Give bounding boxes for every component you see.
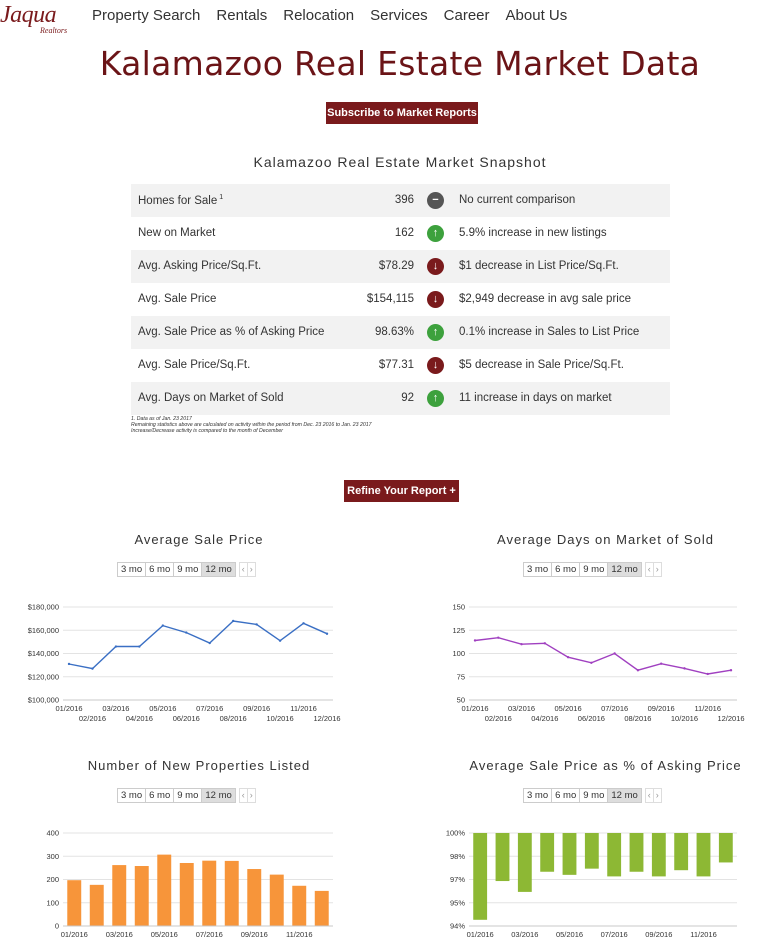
x-tick-label: 09/2016 (240, 930, 268, 939)
x-tick-label: 07/2016 (196, 704, 224, 713)
arrow-up-icon: ↑ (427, 225, 444, 242)
footnote-3: Increase/Decrease activity is compared to the month of December (131, 428, 283, 434)
bar[interactable] (585, 833, 599, 869)
range-prev-button[interactable]: ‹ (645, 562, 654, 577)
data-point[interactable] (232, 620, 234, 622)
logo-text: Jaqua (0, 2, 57, 28)
y-tick-label: 100 (452, 649, 465, 658)
bar[interactable] (180, 863, 194, 926)
series-line (69, 621, 327, 669)
snapshot-row-comparison: No current comparison (459, 194, 576, 206)
snapshot-footnotes (131, 416, 372, 434)
x-tick-label: 06/2016 (577, 714, 605, 723)
range-button-6mo[interactable]: 6 mo (551, 788, 580, 803)
data-point[interactable] (520, 643, 522, 645)
y-tick-label: 94% (449, 921, 465, 931)
sale-to-asking-chart (419, 823, 757, 952)
y-tick-label: $180,000 (27, 602, 59, 612)
footnote-2: Remaining statistics above are calculated on activity within the period from Dec. 23 2016 to Jan. 23 2017 (131, 422, 372, 428)
data-point[interactable] (255, 623, 257, 625)
logo-subtext: Realtors (40, 26, 68, 35)
series-line (475, 638, 731, 674)
bar[interactable] (135, 866, 149, 926)
x-tick-label: 03/2016 (105, 930, 133, 939)
avg-days-on-market-chart-title: Average Days on Market of Sold (497, 532, 714, 547)
range-prev-button[interactable]: ‹ (239, 562, 248, 577)
snapshot-row-label: Avg. Asking Price/Sq.Ft. (138, 260, 262, 272)
x-tick-label: 12/2016 (717, 714, 745, 723)
x-tick-label: 07/2016 (600, 930, 628, 939)
snapshot-title: Kalamazoo Real Estate Market Snapshot (253, 154, 547, 170)
new-properties-listed-chart-title: Number of New Properties Listed (87, 758, 311, 773)
snapshot-row (131, 184, 670, 217)
data-point[interactable] (660, 663, 662, 665)
data-point[interactable] (613, 652, 615, 654)
data-point[interactable] (138, 645, 140, 647)
bar[interactable] (697, 833, 711, 876)
avg-days-on-market-chart (419, 597, 757, 726)
y-tick-label: 0 (54, 921, 59, 931)
range-button-9mo[interactable]: 9 mo (579, 788, 608, 803)
x-tick-label: 03/2016 (511, 930, 539, 939)
range-prev-button[interactable]: ‹ (645, 788, 654, 803)
x-tick-label: 10/2016 (266, 714, 294, 723)
snapshot-row-value: $78.29 (378, 260, 414, 272)
data-point[interactable] (302, 622, 304, 624)
range-button-12mo[interactable]: 12 mo (607, 788, 641, 803)
bar[interactable] (674, 833, 688, 870)
data-point[interactable] (91, 667, 93, 669)
range-button-12mo[interactable]: 12 mo (201, 788, 235, 803)
data-point[interactable] (497, 636, 499, 638)
minus-icon: − (427, 192, 444, 209)
snapshot-row-label: Avg. Sale Price (138, 293, 217, 305)
bar[interactable] (247, 869, 261, 926)
data-point[interactable] (279, 640, 281, 642)
x-tick-label: 04/2016 (531, 714, 559, 723)
range-button-3mo[interactable]: 3 mo (523, 562, 552, 577)
snapshot-row-value: 396 (394, 194, 414, 206)
range-button-9mo[interactable]: 9 mo (173, 562, 202, 577)
arrow-up-icon: ↑ (427, 324, 444, 341)
bar[interactable] (67, 880, 81, 926)
data-point[interactable] (474, 639, 476, 641)
arrow-up-icon: ↑ (427, 390, 444, 407)
data-point[interactable] (185, 631, 187, 633)
range-next-button[interactable]: › (247, 788, 256, 803)
y-tick-label: 95% (449, 898, 465, 908)
footnote-marker: 1 (217, 194, 224, 201)
x-tick-label: 12/2016 (313, 714, 341, 723)
x-tick-label: 11/2016 (290, 704, 317, 713)
bar[interactable] (496, 833, 510, 881)
snapshot-row-label: Avg. Sale Price as % of Asking Price (138, 326, 325, 338)
jaqua-logo[interactable] (0, 2, 76, 36)
sale-to-asking-chart-title: Average Sale Price as % of Asking Price (469, 758, 742, 773)
bar[interactable] (157, 855, 171, 926)
snapshot-row-label: Avg. Sale Price/Sq.Ft. (138, 359, 251, 371)
bar[interactable] (225, 861, 239, 926)
y-tick-label: $160,000 (27, 625, 59, 635)
bar[interactable] (540, 833, 554, 872)
x-tick-label: 01/2016 (55, 704, 83, 713)
snapshot-row-value: 162 (394, 227, 414, 239)
x-tick-label: 01/2016 (60, 930, 88, 939)
range-next-button[interactable]: › (653, 788, 662, 803)
range-next-button[interactable]: › (247, 562, 256, 577)
snapshot-row-label: Avg. Days on Market of Sold (138, 392, 284, 404)
y-tick-label: 150 (452, 602, 465, 612)
nav-about-us[interactable]: About Us (505, 7, 568, 24)
nav-relocation[interactable]: Relocation (283, 7, 355, 24)
bar[interactable] (473, 833, 487, 920)
data-point[interactable] (683, 667, 685, 669)
x-tick-label: 02/2016 (484, 714, 512, 723)
y-tick-label: 75 (456, 672, 465, 682)
data-point[interactable] (115, 645, 117, 647)
y-tick-label: 300 (46, 851, 59, 861)
bar[interactable] (563, 833, 577, 875)
range-prev-button[interactable]: ‹ (239, 788, 248, 803)
data-point[interactable] (590, 662, 592, 664)
x-tick-label: 03/2016 (102, 704, 130, 713)
range-selector (523, 562, 662, 577)
data-point[interactable] (707, 673, 709, 675)
snapshot-row (131, 283, 670, 316)
new-properties-listed-chart (13, 823, 353, 952)
range-button-12mo[interactable]: 12 mo (607, 562, 641, 577)
x-tick-label: 03/2016 (507, 704, 536, 713)
snapshot-row-value: 98.63% (374, 326, 414, 338)
bar[interactable] (292, 886, 306, 926)
x-tick-label: 11/2016 (690, 930, 717, 939)
data-point[interactable] (162, 624, 164, 626)
data-point[interactable] (730, 669, 732, 671)
range-selector (117, 788, 256, 803)
y-tick-label: 50 (456, 695, 465, 705)
x-tick-label: 11/2016 (285, 930, 313, 939)
snapshot-row (131, 217, 670, 250)
y-tick-label: 200 (46, 875, 59, 884)
snapshot-row (131, 250, 670, 283)
arrow-down-icon: ↓ (427, 258, 444, 275)
bar[interactable] (270, 875, 284, 926)
subscribe-button[interactable]: Subscribe to Market Reports (326, 102, 478, 124)
snapshot-row-value: 92 (401, 392, 414, 404)
x-tick-label: 10/2016 (670, 714, 699, 723)
x-tick-label: 02/2016 (78, 714, 107, 723)
arrow-down-icon: ↓ (427, 291, 444, 308)
data-point[interactable] (544, 642, 546, 644)
x-tick-label: 07/2016 (601, 704, 629, 713)
y-tick-label: 100 (46, 898, 59, 908)
bar[interactable] (719, 833, 733, 862)
range-button-3mo[interactable]: 3 mo (117, 562, 146, 577)
arrow-down-icon: ↓ (427, 357, 444, 374)
data-point[interactable] (68, 663, 70, 665)
nav-property-search[interactable]: Property Search (92, 7, 201, 24)
snapshot-row (131, 316, 670, 349)
data-point[interactable] (326, 633, 328, 635)
snapshot-row-comparison: 5.9% increase in new listings (459, 227, 607, 239)
range-button-12mo[interactable]: 12 mo (201, 562, 235, 577)
range-button-6mo[interactable]: 6 mo (145, 788, 174, 803)
x-tick-label: 11/2016 (694, 704, 722, 713)
range-button-9mo[interactable]: 9 mo (579, 562, 608, 577)
bar[interactable] (202, 861, 216, 926)
nav-services[interactable]: Services (370, 7, 428, 24)
top-navigation (0, 0, 773, 36)
snapshot-table (131, 184, 670, 415)
y-tick-label: 125 (452, 625, 465, 635)
x-tick-label: 05/2016 (555, 930, 584, 939)
x-tick-label: 09/2016 (645, 930, 673, 939)
avg-sale-price-chart (13, 597, 353, 726)
x-tick-label: 05/2016 (150, 930, 178, 939)
y-tick-label: $120,000 (27, 672, 59, 682)
y-tick-label: 400 (46, 828, 59, 838)
x-tick-label: 05/2016 (554, 704, 582, 713)
bar[interactable] (112, 865, 126, 926)
range-selector (523, 788, 662, 803)
range-button-6mo[interactable]: 6 mo (551, 562, 580, 577)
x-tick-label: 05/2016 (149, 704, 177, 713)
refine-report-button[interactable]: Refine Your Report + (344, 480, 459, 502)
footnote-1: 1. Data as of Jan. 23 2017 (131, 416, 192, 422)
snapshot-row-label: New on Market (138, 227, 216, 239)
snapshot-row (131, 382, 670, 415)
snapshot-row (131, 349, 670, 382)
snapshot-row-comparison: 0.1% increase in Sales to List Price (459, 326, 640, 338)
y-tick-label: $100,000 (27, 695, 59, 705)
x-tick-label: 07/2016 (195, 930, 223, 939)
x-tick-label: 01/2016 (461, 704, 489, 713)
data-point[interactable] (567, 656, 569, 658)
x-tick-label: 06/2016 (172, 714, 200, 723)
nav-career[interactable]: Career (443, 7, 490, 24)
range-next-button[interactable]: › (653, 562, 662, 577)
avg-sale-price-chart-title: Average Sale Price (134, 532, 264, 547)
snapshot-row-comparison: $5 decrease in Sale Price/Sq.Ft. (459, 359, 624, 371)
bar[interactable] (652, 833, 666, 876)
main-nav (92, 6, 583, 26)
data-point[interactable] (637, 669, 639, 671)
x-tick-label: 04/2016 (125, 714, 153, 723)
range-selector (117, 562, 256, 577)
snapshot-row-comparison: 11 increase in days on market (459, 392, 612, 404)
range-button-3mo[interactable]: 3 mo (117, 788, 146, 803)
range-button-3mo[interactable]: 3 mo (523, 788, 552, 803)
page-title: Kalamazoo Real Estate Market Data (99, 44, 701, 83)
x-tick-label: 09/2016 (647, 704, 675, 713)
y-tick-label: 98% (449, 851, 465, 861)
snapshot-row-value: $154,115 (366, 293, 414, 305)
snapshot-row-value: $77.31 (378, 359, 414, 371)
x-tick-label: 09/2016 (243, 704, 271, 713)
bar[interactable] (518, 833, 532, 892)
bar[interactable] (315, 891, 329, 926)
bar[interactable] (630, 833, 644, 872)
x-tick-label: 01/2016 (466, 930, 494, 939)
snapshot-row-label: Homes for Sale $^1$ (138, 194, 224, 207)
x-tick-label: 08/2016 (624, 714, 652, 723)
nav-rentals[interactable]: Rentals (216, 7, 268, 24)
y-tick-label: 100% (445, 828, 465, 838)
snapshot-row-comparison: $2,949 decrease in avg sale price (459, 293, 631, 305)
range-button-9mo[interactable]: 9 mo (173, 788, 202, 803)
bar[interactable] (90, 885, 104, 926)
data-point[interactable] (209, 642, 211, 644)
x-tick-label: 08/2016 (219, 714, 247, 723)
snapshot-row-comparison: $1 decrease in List Price/Sq.Ft. (459, 260, 619, 272)
y-tick-label: 97% (449, 875, 465, 884)
range-button-6mo[interactable]: 6 mo (145, 562, 174, 577)
bar[interactable] (607, 833, 621, 876)
y-tick-label: $140,000 (27, 649, 59, 658)
